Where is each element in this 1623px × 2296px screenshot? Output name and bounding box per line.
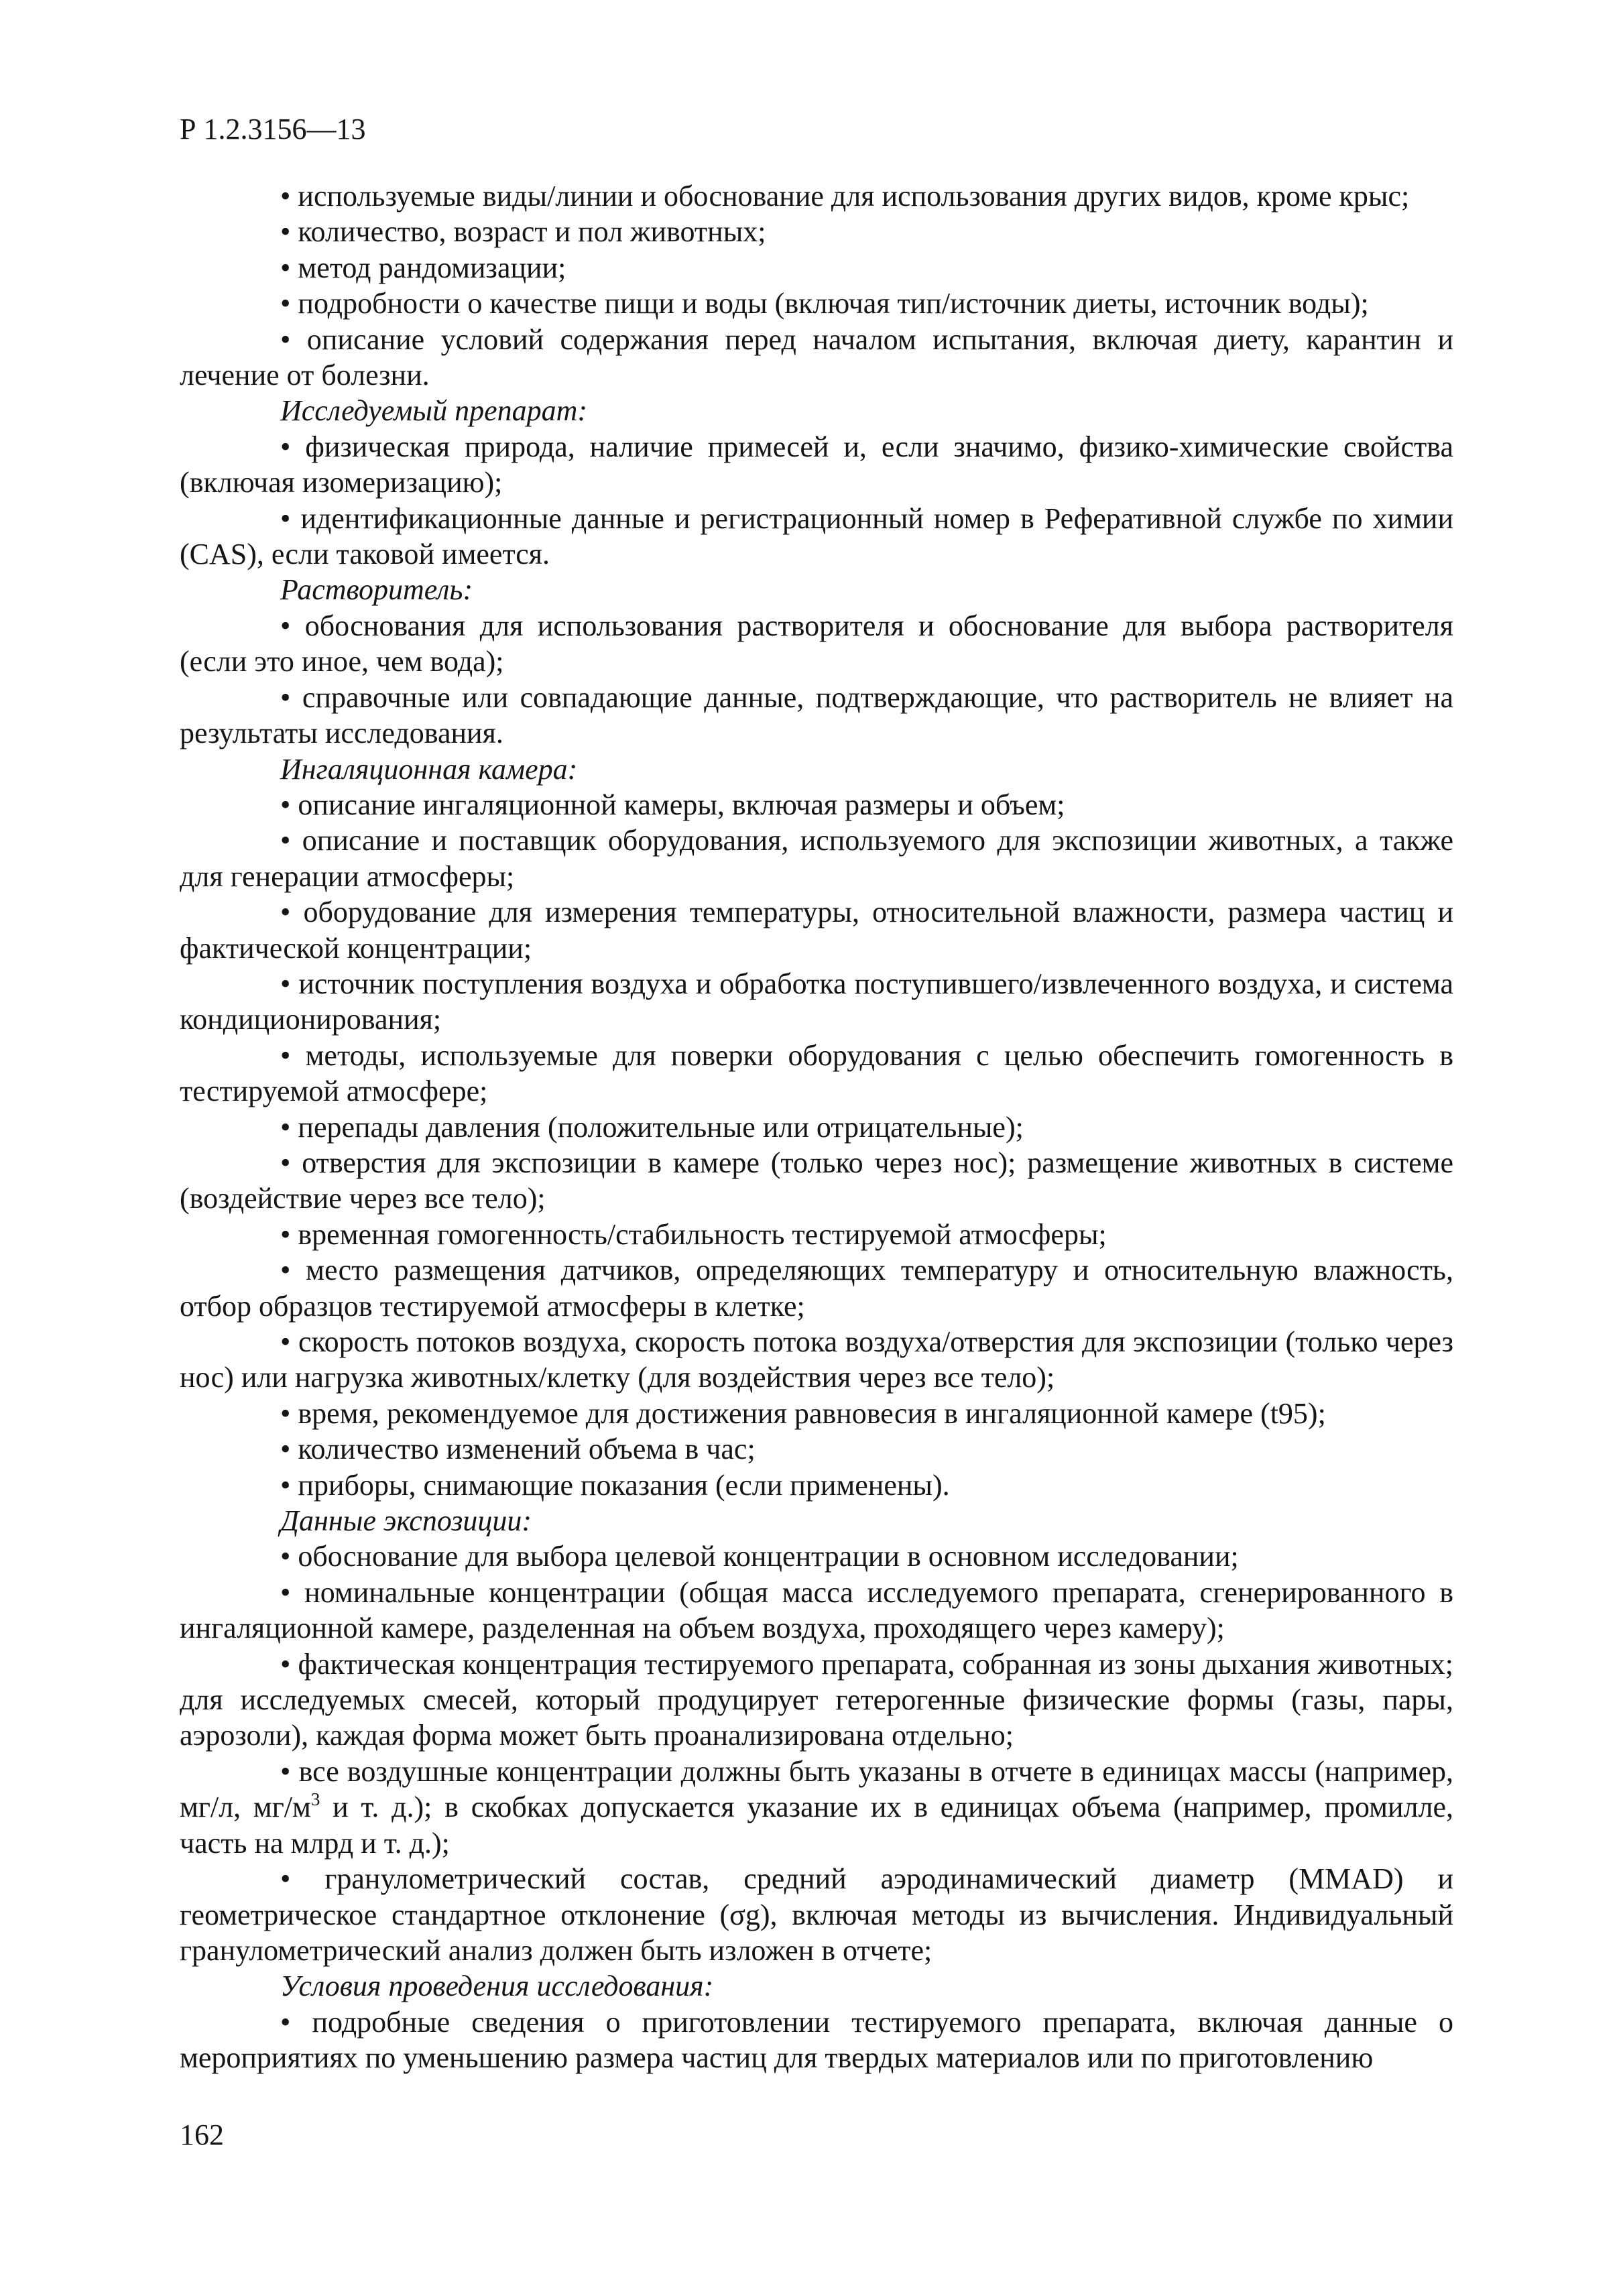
list-item: • идентификационные данные и регистрационный номер в Реферативной службе по химии (CAS), если таковой имеется. [180,501,1453,571]
list-item: • время, рекомендуемое для достижения равновесия в ингаляционной камере (t95); [280,1396,1326,1430]
list-item: • количество изменений объема в час; [280,1433,756,1466]
list-item: • гранулометрический состав, средний аэродинамический диаметр (MMAD) и геометрическое стандартное отклонение (σg), включая методы из вычисления. Индивидуальный гранулометрический анализ должен быть изложен в отчете; [180,1862,1453,1967]
list-item: • место размещения датчиков, определяющих температуру и относительную влажность, отбор образцов тестируемой атмосферы в клетке; [180,1254,1453,1323]
list-item: • обоснование для выбора целевой концентрации в основном исследовании; [280,1540,1239,1573]
section-heading-test-substance: Исследуемый препарат: [280,394,588,428]
list-item: • обоснования для использования растворителя и обоснование для выбора растворителя (если это иное, чем вода); [180,609,1453,678]
list-item: • перепады давления (положительные или отрицательные); [280,1110,1024,1144]
list-item: • источник поступления воздуха и обработка поступившего/извлеченного воздуха, и система кондиционирования; [180,967,1453,1036]
list-item: • подробности о качестве пищи и воды (включая тип/источник диеты, источник воды); [280,287,1369,320]
list-item: • справочные или совпадающие данные, подтверждающие, что растворитель не влияет на результаты исследования. [180,680,1453,750]
list-item: • используемые виды/линии и обоснование для использования других видов, кроме крыс; [280,180,1410,213]
list-item: • метод рандомизации; [280,251,566,284]
list-item: • описание ингаляционной камеры, включая размеры и объем; [280,788,1065,821]
list-item: • отверстия для экспозиции в камере (только через нос); размещение животных в системе (воздействие через все тело); [180,1146,1453,1215]
list-item: • описание условий содержания перед началом испытания, включая диету, карантин и лечение от болезни. [180,322,1453,392]
list-item: • подробные сведения о приготовлении тестируемого препарата, включая данные о мероприятиях по уменьшению размера частиц для твердых материалов или по приготовлению [180,2005,1453,2075]
section-heading-inhalation-chamber: Ингаляционная камера: [280,752,578,786]
list-item: • оборудование для измерения температуры, относительной влажности, размера частиц и фактической концентрации; [180,896,1453,965]
list-item: • методы, используемые для поверки оборудования с целью обеспечить гомогенность в тестируемой атмосфере; [180,1038,1453,1108]
section-heading-exposure-data: Данные экспозиции: [280,1504,532,1538]
document-body [180,178,1453,2076]
list-item: • физическая природа, наличие примесей и, если значимо, физико-химические свойства (включая изомеризацию); [180,430,1453,499]
list-item: • номинальные концентрации (общая масса исследуемого препарата, сгенерированного в ингаляционной камере, разделенная на объем воздуха, проходящего через камеру); [180,1575,1453,1645]
list-item: • фактическая концентрация тестируемого препарата, собранная из зоны дыхания животных; для исследуемых смесей, который продуцирует гетерогенные физические формы (газы, пары, аэрозоли), каждая форма может быть проанализирована отдельно; [180,1647,1453,1752]
section-heading-solvent: Растворитель: [280,573,473,607]
superscript-exponent: 3 [310,1789,320,1810]
document-code-header: Р 1.2.3156—13 [180,113,366,145]
list-item [180,1754,1453,1861]
list-item: • временная гомогенность/стабильность тестируемой атмосферы; [280,1217,1107,1251]
page-number: 162 [180,2118,224,2151]
list-item: • количество, возраст и пол животных; [280,215,766,249]
list-item-text-after: и т. д.); в скобках допускается указание их в единицах объема (например, промилле, часть на млрд и т. д.); [180,1791,1453,1860]
section-heading-study-conditions: Условия проведения исследования: [280,1970,714,2003]
list-item: • описание и поставщик оборудования, используемого для экспозиции животных, а также для генерации атмосферы; [180,824,1453,893]
list-item: • приборы, снимающие показания (если применены). [280,1468,950,1502]
list-item: • скорость потоков воздуха, скорость потока воздуха/отверстия для экспозиции (только через нос) или нагрузка животных/клетку (для воздействия через все тело); [180,1325,1453,1394]
list-item-text-before: • все воздушные концентрации должны быть указаны в отчете в единицах массы (например, мг/л, мг/м [180,1754,1453,1824]
